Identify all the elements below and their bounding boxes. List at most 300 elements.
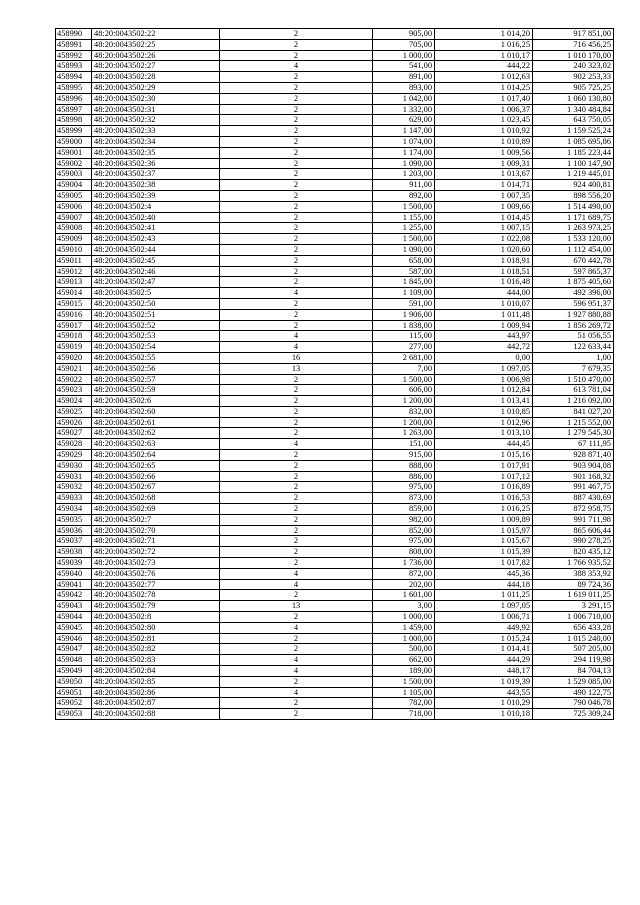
cadastral-value-cell: 1 006 710,00 — [533, 612, 614, 623]
cadastral-value-cell: 490 122,75 — [533, 687, 614, 698]
category-code-cell: 2 — [220, 558, 373, 569]
unit-value-cell: 1 016,89 — [435, 482, 533, 493]
table-row — [56, 439, 614, 450]
unit-value-cell: 1 013,10 — [435, 428, 533, 439]
unit-value-cell: 1 007,15 — [435, 223, 533, 234]
area-value-cell: 1 736,00 — [373, 558, 435, 569]
row-number-cell: 459000 — [56, 136, 92, 147]
table-row — [56, 93, 614, 104]
cadastral-number-cell: 48:20:0043502:40 — [92, 212, 220, 223]
row-number-cell: 459044 — [56, 612, 92, 623]
cadastral-value-cell: 820 435,12 — [533, 547, 614, 558]
cadastral-number-cell: 48:20:0043502:85 — [92, 676, 220, 687]
unit-value-cell: 1 016,25 — [435, 504, 533, 515]
area-value-cell: 892,00 — [373, 190, 435, 201]
unit-value-cell: 1 016,25 — [435, 39, 533, 50]
area-value-cell: 1 200,00 — [373, 417, 435, 428]
row-number-cell: 459047 — [56, 644, 92, 655]
unit-value-cell: 1 006,98 — [435, 374, 533, 385]
unit-value-cell: 1 097,05 — [435, 601, 533, 612]
cadastral-number-cell: 48:20:0043502:56 — [92, 363, 220, 374]
table-row — [56, 39, 614, 50]
cadastral-value-cell: 1 159 525,24 — [533, 126, 614, 137]
cadastral-value-cell: 790 046,78 — [533, 698, 614, 709]
table-row — [56, 374, 614, 385]
cadastral-number-cell: 48:20:0043502:31 — [92, 104, 220, 115]
area-value-cell: 705,00 — [373, 39, 435, 50]
cadastral-number-cell: 48:20:0043502:60 — [92, 406, 220, 417]
cadastral-number-cell: 48:20:0043502:78 — [92, 590, 220, 601]
category-code-cell: 2 — [220, 514, 373, 525]
area-value-cell: 893,00 — [373, 82, 435, 93]
cadastral-value-cell: 917 851,00 — [533, 29, 614, 40]
row-number-cell: 459048 — [56, 655, 92, 666]
category-code-cell: 2 — [220, 50, 373, 61]
cadastral-value-cell: 1 533 120,00 — [533, 234, 614, 245]
unit-value-cell: 1 009,94 — [435, 320, 533, 331]
unit-value-cell: 1 018,91 — [435, 255, 533, 266]
row-number-cell: 458999 — [56, 126, 92, 137]
cadastral-value-cell: 597 865,37 — [533, 266, 614, 277]
cadastral-number-cell: 48:20:0043502:28 — [92, 72, 220, 83]
area-value-cell: 1 000,00 — [373, 612, 435, 623]
category-code-cell: 2 — [220, 158, 373, 169]
unit-value-cell: 1 016,53 — [435, 493, 533, 504]
unit-value-cell: 1 012,63 — [435, 72, 533, 83]
cadastral-value-cell: 84 704,13 — [533, 666, 614, 677]
cadastral-number-cell: 48:20:0043502:64 — [92, 450, 220, 461]
cadastral-number-cell: 48:20:0043502:27 — [92, 61, 220, 72]
cadastral-number-cell: 48:20:0043502:73 — [92, 558, 220, 569]
unit-value-cell: 1 010,89 — [435, 136, 533, 147]
table-row — [56, 363, 614, 374]
row-number-cell: 459045 — [56, 622, 92, 633]
table-row — [56, 676, 614, 687]
category-code-cell: 4 — [220, 655, 373, 666]
cadastral-number-cell: 48:20:0043502:87 — [92, 698, 220, 709]
area-value-cell: 859,00 — [373, 504, 435, 515]
row-number-cell: 459002 — [56, 158, 92, 169]
cadastral-value-cell: 1 514 490,00 — [533, 201, 614, 212]
table-row — [56, 687, 614, 698]
table-row — [56, 709, 614, 720]
category-code-cell: 2 — [220, 450, 373, 461]
area-value-cell: 975,00 — [373, 536, 435, 547]
table-row — [56, 547, 614, 558]
row-number-cell: 459012 — [56, 266, 92, 277]
area-value-cell: 982,00 — [373, 514, 435, 525]
unit-value-cell: 1 010,18 — [435, 709, 533, 720]
area-value-cell: 888,00 — [373, 460, 435, 471]
table-row — [56, 331, 614, 342]
row-number-cell: 458996 — [56, 93, 92, 104]
area-value-cell: 1 147,00 — [373, 126, 435, 137]
unit-value-cell: 1 019,39 — [435, 676, 533, 687]
area-value-cell: 591,00 — [373, 298, 435, 309]
cadastral-number-cell: 48:20:0043502:76 — [92, 568, 220, 579]
row-number-cell: 459009 — [56, 234, 92, 245]
cadastral-number-cell: 48:20:0043502:7 — [92, 514, 220, 525]
area-value-cell: 3,00 — [373, 601, 435, 612]
cadastral-number-cell: 48:20:0043502:61 — [92, 417, 220, 428]
cadastral-number-cell: 48:20:0043502:25 — [92, 39, 220, 50]
unit-value-cell: 1 020,60 — [435, 244, 533, 255]
cadastral-value-cell: 67 111,95 — [533, 439, 614, 450]
cadastral-value-cell: 1 216 092,00 — [533, 396, 614, 407]
area-value-cell: 1 200,00 — [373, 396, 435, 407]
cadastral-value-cell: 1 529 085,00 — [533, 676, 614, 687]
table-row — [56, 61, 614, 72]
cadastral-number-cell: 48:20:0043502:63 — [92, 439, 220, 450]
table-row — [56, 115, 614, 126]
cadastral-number-cell: 48:20:0043502:45 — [92, 255, 220, 266]
row-number-cell: 459015 — [56, 298, 92, 309]
cadastral-number-cell: 48:20:0043502:43 — [92, 234, 220, 245]
category-code-cell: 2 — [220, 493, 373, 504]
area-value-cell: 115,00 — [373, 331, 435, 342]
table-row — [56, 471, 614, 482]
area-value-cell: 1 090,00 — [373, 244, 435, 255]
row-number-cell: 459017 — [56, 320, 92, 331]
cadastral-number-cell: 48:20:0043502:69 — [92, 504, 220, 515]
cadastral-value-cell: 492 396,00 — [533, 288, 614, 299]
unit-value-cell: 445,36 — [435, 568, 533, 579]
cadastral-number-cell: 48:20:0043502:29 — [92, 82, 220, 93]
cadastral-value-cell: 898 556,20 — [533, 190, 614, 201]
cadastral-value-cell: 240 323,02 — [533, 61, 614, 72]
row-number-cell: 459007 — [56, 212, 92, 223]
cadastral-number-cell: 48:20:0043502:41 — [92, 223, 220, 234]
area-value-cell: 658,00 — [373, 255, 435, 266]
category-code-cell: 2 — [220, 385, 373, 396]
table-row — [56, 147, 614, 158]
cadastral-number-cell: 48:20:0043502:86 — [92, 687, 220, 698]
area-value-cell: 541,00 — [373, 61, 435, 72]
cadastral-number-cell: 48:20:0043502:84 — [92, 666, 220, 677]
cadastral-value-cell: 865 606,44 — [533, 525, 614, 536]
table-row — [56, 126, 614, 137]
cadastral-value-cell: 1 185 223,44 — [533, 147, 614, 158]
unit-value-cell: 1 010,85 — [435, 406, 533, 417]
unit-value-cell: 448,17 — [435, 666, 533, 677]
row-number-cell: 459010 — [56, 244, 92, 255]
unit-value-cell: 0,00 — [435, 352, 533, 363]
area-value-cell: 1 203,00 — [373, 169, 435, 180]
table-row — [56, 201, 614, 212]
table-row — [56, 352, 614, 363]
area-value-cell: 1 000,00 — [373, 633, 435, 644]
area-value-cell: 782,00 — [373, 698, 435, 709]
table-row — [56, 536, 614, 547]
category-code-cell: 2 — [220, 126, 373, 137]
area-value-cell: 915,00 — [373, 450, 435, 461]
table-row — [56, 212, 614, 223]
category-code-cell: 2 — [220, 72, 373, 83]
category-code-cell: 2 — [220, 417, 373, 428]
area-value-cell: 151,00 — [373, 439, 435, 450]
category-code-cell: 2 — [220, 266, 373, 277]
row-number-cell: 459031 — [56, 471, 92, 482]
unit-value-cell: 1 017,12 — [435, 471, 533, 482]
row-number-cell: 459051 — [56, 687, 92, 698]
table-row — [56, 601, 614, 612]
category-code-cell: 2 — [220, 136, 373, 147]
area-value-cell: 1 500,00 — [373, 676, 435, 687]
category-code-cell: 2 — [220, 547, 373, 558]
row-number-cell: 459029 — [56, 450, 92, 461]
category-code-cell: 2 — [220, 190, 373, 201]
unit-value-cell: 1 014,71 — [435, 180, 533, 191]
category-code-cell: 2 — [220, 406, 373, 417]
cadastral-value-cell: 613 781,04 — [533, 385, 614, 396]
unit-value-cell: 1 014,41 — [435, 644, 533, 655]
row-number-cell: 459006 — [56, 201, 92, 212]
category-code-cell: 2 — [220, 82, 373, 93]
cadastral-number-cell: 48:20:0043502:68 — [92, 493, 220, 504]
table-row — [56, 277, 614, 288]
row-number-cell: 458997 — [56, 104, 92, 115]
cadastral-number-cell: 48:20:0043502:46 — [92, 266, 220, 277]
cadastral-number-cell: 48:20:0043502:30 — [92, 93, 220, 104]
area-value-cell: 1 042,00 — [373, 93, 435, 104]
category-code-cell: 2 — [220, 471, 373, 482]
category-code-cell: 2 — [220, 115, 373, 126]
cadastral-number-cell: 48:20:0043502:79 — [92, 601, 220, 612]
table-row — [56, 244, 614, 255]
unit-value-cell: 1 015,24 — [435, 633, 533, 644]
table-row — [56, 666, 614, 677]
area-value-cell: 606,00 — [373, 385, 435, 396]
cadastral-value-cell: 51 056,55 — [533, 331, 614, 342]
cadastral-value-cell: 1 510 470,00 — [533, 374, 614, 385]
category-code-cell: 2 — [220, 147, 373, 158]
area-value-cell: 662,00 — [373, 655, 435, 666]
cadastral-number-cell: 48:20:0043502:37 — [92, 169, 220, 180]
cadastral-value-cell: 1 060 130,80 — [533, 93, 614, 104]
category-code-cell: 4 — [220, 666, 373, 677]
cadastral-number-cell: 48:20:0043502:62 — [92, 428, 220, 439]
unit-value-cell: 1 015,97 — [435, 525, 533, 536]
cadastral-value-cell: 905 725,25 — [533, 82, 614, 93]
cadastral-number-cell: 48:20:0043502:65 — [92, 460, 220, 471]
category-code-cell: 2 — [220, 460, 373, 471]
unit-value-cell: 1 022,08 — [435, 234, 533, 245]
row-number-cell: 459019 — [56, 342, 92, 353]
unit-value-cell: 1 017,91 — [435, 460, 533, 471]
category-code-cell: 2 — [220, 698, 373, 709]
row-number-cell: 459024 — [56, 396, 92, 407]
unit-value-cell: 444,22 — [435, 61, 533, 72]
cadastral-value-cell: 1 279 545,30 — [533, 428, 614, 439]
area-value-cell: 1 906,00 — [373, 309, 435, 320]
category-code-cell: 13 — [220, 601, 373, 612]
row-number-cell: 459026 — [56, 417, 92, 428]
unit-value-cell: 1 013,67 — [435, 169, 533, 180]
category-code-cell: 2 — [220, 320, 373, 331]
unit-value-cell: 1 014,20 — [435, 29, 533, 40]
cadastral-value-cell: 903 904,08 — [533, 460, 614, 471]
cadastral-value-cell: 991 467,75 — [533, 482, 614, 493]
area-value-cell: 1 000,00 — [373, 50, 435, 61]
row-number-cell: 459005 — [56, 190, 92, 201]
unit-value-cell: 1 011,25 — [435, 590, 533, 601]
table-row — [56, 82, 614, 93]
cadastral-value-cell: 3 291,15 — [533, 601, 614, 612]
cadastral-number-cell: 48:20:0043502:59 — [92, 385, 220, 396]
cadastral-value-cell: 928 871,40 — [533, 450, 614, 461]
category-code-cell: 2 — [220, 255, 373, 266]
cadastral-value-cell: 670 442,78 — [533, 255, 614, 266]
cadastral-number-cell: 48:20:0043502:71 — [92, 536, 220, 547]
area-value-cell: 1 074,00 — [373, 136, 435, 147]
table-row — [56, 234, 614, 245]
category-code-cell: 2 — [220, 201, 373, 212]
table-row — [56, 29, 614, 40]
unit-value-cell: 1 009,31 — [435, 158, 533, 169]
row-number-cell: 458993 — [56, 61, 92, 72]
cadastral-value-cell: 1 340 484,84 — [533, 104, 614, 115]
category-code-cell: 2 — [220, 298, 373, 309]
cadastral-value-cell: 1 215 552,00 — [533, 417, 614, 428]
cadastral-value-cell: 901 168,32 — [533, 471, 614, 482]
table-row — [56, 482, 614, 493]
category-code-cell: 2 — [220, 536, 373, 547]
table-row — [56, 309, 614, 320]
row-number-cell: 459034 — [56, 504, 92, 515]
cadastral-value-cell: 1 219 445,01 — [533, 169, 614, 180]
table-row — [56, 612, 614, 623]
cadastral-value-cell: 990 278,25 — [533, 536, 614, 547]
cadastral-value-cell: 89 724,36 — [533, 579, 614, 590]
row-number-cell: 458994 — [56, 72, 92, 83]
row-number-cell: 459036 — [56, 525, 92, 536]
table-row — [56, 450, 614, 461]
row-number-cell: 458991 — [56, 39, 92, 50]
category-code-cell: 2 — [220, 169, 373, 180]
row-number-cell: 459027 — [56, 428, 92, 439]
category-code-cell: 4 — [220, 342, 373, 353]
unit-value-cell: 1 015,16 — [435, 450, 533, 461]
table-row — [56, 525, 614, 536]
row-number-cell: 459014 — [56, 288, 92, 299]
unit-value-cell: 1 012,96 — [435, 417, 533, 428]
area-value-cell: 872,00 — [373, 568, 435, 579]
row-number-cell: 459018 — [56, 331, 92, 342]
unit-value-cell: 1 009,89 — [435, 514, 533, 525]
cadastral-number-cell: 48:20:0043502:83 — [92, 655, 220, 666]
cadastral-number-cell: 48:20:0043502:52 — [92, 320, 220, 331]
table-row — [56, 223, 614, 234]
area-value-cell: 911,00 — [373, 180, 435, 191]
table-row — [56, 342, 614, 353]
cadastral-value-cell: 716 456,25 — [533, 39, 614, 50]
category-code-cell: 4 — [220, 568, 373, 579]
area-value-cell: 629,00 — [373, 115, 435, 126]
area-value-cell: 1 332,00 — [373, 104, 435, 115]
cadastral-value-cell: 1 875 405,60 — [533, 277, 614, 288]
category-code-cell: 4 — [220, 579, 373, 590]
row-number-cell: 459037 — [56, 536, 92, 547]
category-code-cell: 2 — [220, 482, 373, 493]
unit-value-cell: 1 011,48 — [435, 309, 533, 320]
unit-value-cell: 1 016,48 — [435, 277, 533, 288]
cadastral-value-cell: 643 750,05 — [533, 115, 614, 126]
table-row — [56, 180, 614, 191]
cadastral-number-cell: 48:20:0043502:70 — [92, 525, 220, 536]
category-code-cell: 2 — [220, 396, 373, 407]
unit-value-cell: 1 015,67 — [435, 536, 533, 547]
cadastral-number-cell: 48:20:0043502:55 — [92, 352, 220, 363]
area-value-cell: 718,00 — [373, 709, 435, 720]
area-value-cell: 1 174,00 — [373, 147, 435, 158]
cadastral-number-cell: 48:20:0043502:39 — [92, 190, 220, 201]
unit-value-cell: 443,55 — [435, 687, 533, 698]
category-code-cell: 4 — [220, 288, 373, 299]
row-number-cell: 459053 — [56, 709, 92, 720]
area-value-cell: 1 601,00 — [373, 590, 435, 601]
cadastral-value-cell: 388 353,92 — [533, 568, 614, 579]
unit-value-cell: 1 097,05 — [435, 363, 533, 374]
unit-value-cell: 1 007,35 — [435, 190, 533, 201]
category-code-cell: 2 — [220, 212, 373, 223]
category-code-cell: 2 — [220, 504, 373, 515]
table-row — [56, 558, 614, 569]
unit-value-cell: 1 006,71 — [435, 612, 533, 623]
area-value-cell: 905,00 — [373, 29, 435, 40]
category-code-cell: 2 — [220, 223, 373, 234]
area-value-cell: 500,00 — [373, 644, 435, 655]
cadastral-value-cell: 596 951,37 — [533, 298, 614, 309]
unit-value-cell: 1 009,66 — [435, 201, 533, 212]
row-number-cell: 459040 — [56, 568, 92, 579]
table-row — [56, 655, 614, 666]
table-row — [56, 396, 614, 407]
table-row — [56, 493, 614, 504]
cadastral-value-cell: 1 766 935,52 — [533, 558, 614, 569]
table-row — [56, 266, 614, 277]
cadastral-number-cell: 48:20:0043502:54 — [92, 342, 220, 353]
row-number-cell: 459049 — [56, 666, 92, 677]
row-number-cell: 458995 — [56, 82, 92, 93]
unit-value-cell: 1 010,29 — [435, 698, 533, 709]
cadastral-number-cell: 48:20:0043502:44 — [92, 244, 220, 255]
unit-value-cell: 1 023,45 — [435, 115, 533, 126]
table-row — [56, 428, 614, 439]
area-value-cell: 277,00 — [373, 342, 435, 353]
row-number-cell: 459023 — [56, 385, 92, 396]
category-code-cell: 2 — [220, 309, 373, 320]
area-value-cell: 808,00 — [373, 547, 435, 558]
cadastral-value-cell: 1 856 269,72 — [533, 320, 614, 331]
area-value-cell: 1 500,00 — [373, 374, 435, 385]
cadastral-number-cell: 48:20:0043502:22 — [92, 29, 220, 40]
area-value-cell: 1 155,00 — [373, 212, 435, 223]
unit-value-cell: 1 017,82 — [435, 558, 533, 569]
category-code-cell: 2 — [220, 180, 373, 191]
category-code-cell: 2 — [220, 29, 373, 40]
row-number-cell: 459004 — [56, 180, 92, 191]
table-row — [56, 190, 614, 201]
cadastral-number-cell: 48:20:0043502:88 — [92, 709, 220, 720]
cadastral-number-cell: 48:20:0043502:51 — [92, 309, 220, 320]
cadastral-value-cell: 656 433,28 — [533, 622, 614, 633]
cadastral-number-cell: 48:20:0043502:53 — [92, 331, 220, 342]
category-code-cell: 13 — [220, 363, 373, 374]
cadastral-value-cell: 902 253,33 — [533, 72, 614, 83]
category-code-cell: 2 — [220, 93, 373, 104]
cadastral-value-cell: 507 205,00 — [533, 644, 614, 655]
area-value-cell: 189,00 — [373, 666, 435, 677]
